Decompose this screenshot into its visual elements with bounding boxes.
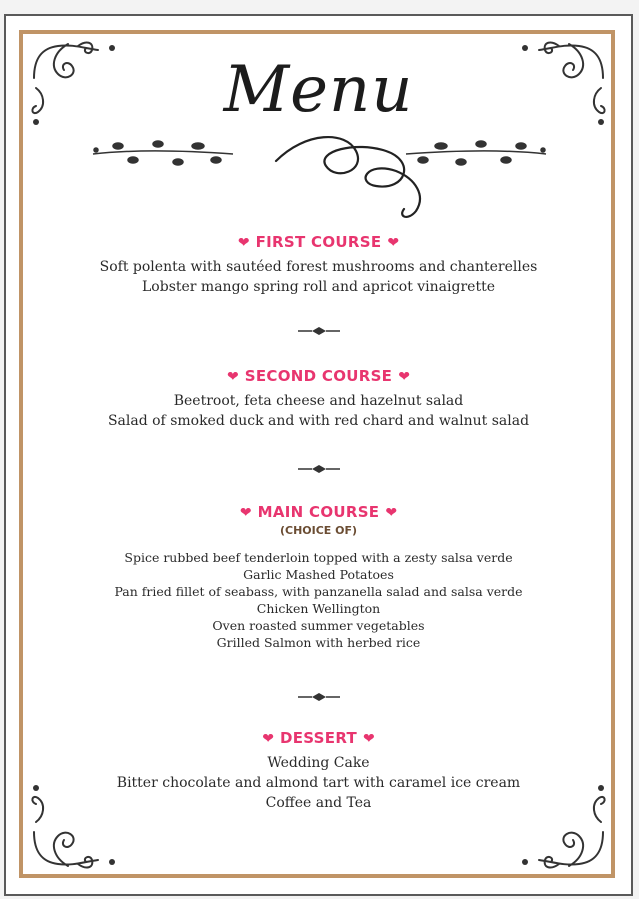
section-items bbox=[6, 257, 631, 297]
section-subheading: (CHOICE OF) bbox=[279, 524, 358, 537]
branch-ornament-left bbox=[88, 132, 238, 172]
section-heading: SECOND COURSE bbox=[244, 367, 393, 385]
menu-item: Grilled Salmon with herbed rice bbox=[216, 635, 421, 650]
menu-item: Garlic Mashed Potatoes bbox=[243, 567, 394, 582]
section-heading: MAIN COURSE bbox=[257, 503, 380, 521]
section-dessert bbox=[6, 728, 631, 813]
menu-page bbox=[4, 14, 633, 896]
menu-item: Spice rubbed beef tenderloin topped with a zesty salsa verde bbox=[124, 550, 513, 565]
menu-item: Chicken Wellington bbox=[256, 601, 381, 616]
menu-item: Wedding Cake bbox=[267, 755, 370, 771]
heart-icon: ❤ bbox=[387, 235, 400, 251]
title-block bbox=[6, 50, 631, 130]
section-main-course bbox=[6, 502, 631, 651]
section-items bbox=[6, 753, 631, 813]
heart-icon: ❤ bbox=[262, 731, 274, 747]
section-items bbox=[6, 391, 631, 431]
section-first-course bbox=[6, 232, 631, 297]
menu-item: Pan fried fillet of seabass, with panzanella salad and salsa verde bbox=[114, 584, 523, 599]
menu-item: Lobster mango spring roll and apricot vinaigrette bbox=[142, 279, 495, 295]
heart-icon: ❤ bbox=[385, 505, 398, 521]
heart-icon: ❤ bbox=[237, 235, 250, 251]
menu-title: Menu bbox=[223, 53, 414, 127]
heart-icon: ❤ bbox=[363, 731, 375, 747]
menu-item: Coffee and Tea bbox=[265, 795, 372, 811]
section-heading: FIRST COURSE bbox=[255, 233, 382, 251]
heart-icon: ❤ bbox=[227, 369, 239, 385]
menu-item: Soft polenta with sautéed forest mushrooms and chanterelles bbox=[99, 259, 538, 275]
section-second-course bbox=[6, 366, 631, 431]
menu-item: Oven roasted summer vegetables bbox=[212, 618, 425, 633]
branch-ornament-right bbox=[401, 132, 551, 172]
section-items bbox=[6, 549, 631, 651]
divider-ornament bbox=[298, 327, 340, 335]
heart-icon: ❤ bbox=[239, 505, 252, 521]
divider-ornament bbox=[298, 465, 340, 473]
section-heading: DESSERT bbox=[279, 729, 358, 747]
menu-item: Salad of smoked duck and with red chard and walnut salad bbox=[107, 413, 530, 429]
heart-icon: ❤ bbox=[398, 369, 410, 385]
divider-ornament bbox=[298, 693, 340, 701]
menu-item: Beetroot, feta cheese and hazelnut salad bbox=[173, 393, 464, 409]
menu-item: Bitter chocolate and almond tart with caramel ice cream bbox=[116, 775, 521, 791]
